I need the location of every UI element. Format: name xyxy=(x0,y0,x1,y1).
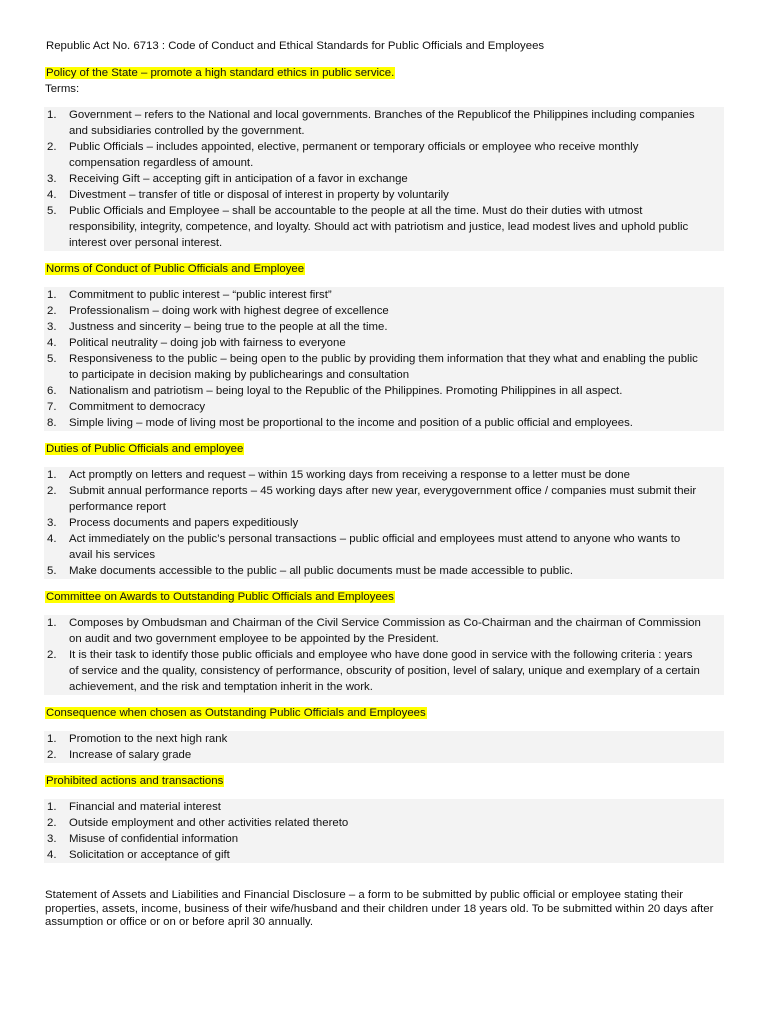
list-item: 3. Justness and sincerity – being true to the people at all the time. xyxy=(47,321,388,333)
list-item-text: Submit annual performance reports – 45 working days after new year, everygovernment office / companies must submit their performance report xyxy=(69,485,697,513)
section-heading-text: Committee on Awards to Outstanding Public Officials and Employees xyxy=(46,591,394,603)
section-heading-duties xyxy=(45,441,724,457)
list-item: 8. Simple living – mode of living most be proportional to the income and position of a public official and employees. xyxy=(47,417,633,429)
section-heading-committee xyxy=(45,589,724,605)
list-item-text: It is their task to identify those public officials and employee who have done good in service with the following criteria : years of service and the quality, consistency of performance, obscurity of position, level of salary, unique and exemplary of a certain achievement, and the risk and temptation inherit in the work. xyxy=(69,649,700,693)
policy-highlight: Policy of the State – promote a high standard ethics in public service. xyxy=(46,67,395,79)
consequence-list xyxy=(44,731,724,763)
document-title: Republic Act No. 6713 : Code of Conduct and Ethical Standards for Public Officials and Employees xyxy=(46,40,545,52)
duties-list xyxy=(44,467,724,579)
list-item: 1. Commitment to public interest – “public interest first” xyxy=(47,289,332,301)
list-item-text: Professionalism – doing work with highest degree of excellence xyxy=(69,305,389,317)
list-item: 6. Nationalism and patriotism – being loyal to the Republic of the Philippines. Promoting Philippines in all aspect. xyxy=(47,385,623,397)
list-item: 1. Act promptly on letters and request – within 15 working days from receiving a response to a letter must be done xyxy=(47,469,630,481)
list-item: 1. Government – refers to the National and local governments. Branches of the Republicof the Philippines including companies and subsidiaries controlled by the government. xyxy=(47,109,695,137)
list-item: 3. Process documents and papers expeditiously xyxy=(47,517,299,529)
list-item-text: Solicitation or acceptance of gift xyxy=(69,849,230,861)
list-item: 2. Professionalism – doing work with highest degree of excellence xyxy=(47,305,389,317)
list-item-text: Act promptly on letters and request – within 15 working days from receiving a response to a letter must be done xyxy=(69,469,630,481)
list-item-text: Nationalism and patriotism – being loyal to the Republic of the Philippines. Promoting Philippines in all aspect. xyxy=(69,385,623,397)
list-item: 1. Promotion to the next high rank xyxy=(47,733,228,745)
terms-label: Terms: xyxy=(45,83,80,95)
list-item-text: Misuse of confidential information xyxy=(69,833,239,845)
list-item-text: Commitment to public interest – “public interest first” xyxy=(69,289,332,301)
list-item: 2. Submit annual performance reports – 45 working days after new year, everygovernment office / companies must submit their performance report xyxy=(47,485,697,513)
list-item: 3. Receiving Gift – accepting gift in anticipation of a favor in exchange xyxy=(47,173,408,185)
policy-statement xyxy=(45,65,724,81)
section-heading-text: Consequence when chosen as Outstanding Public Officials and Employees xyxy=(46,707,426,719)
prohibited-list xyxy=(44,799,724,863)
list-item-text: Political neutrality – doing job with fairness to everyone xyxy=(69,337,346,349)
list-item: 5. Make documents accessible to the public – all public documents must be made accessible to public. xyxy=(47,565,573,577)
list-item: 2. Outside employment and other activities related thereto xyxy=(47,817,349,829)
section-heading-text: Duties of Public Officials and employee xyxy=(46,443,244,455)
list-item-text: Financial and material interest xyxy=(69,801,221,813)
list-item-text: Make documents accessible to the public – all public documents must be made accessible to public. xyxy=(69,565,573,577)
list-item: 2. Increase of salary grade xyxy=(47,749,192,761)
list-item-text: Justness and sincerity – being true to the people at all the time. xyxy=(69,321,388,333)
list-item: 3. Misuse of confidential information xyxy=(47,833,239,845)
list-item-text: Outside employment and other activities related thereto xyxy=(69,817,349,829)
list-item-text: Process documents and papers expeditiously xyxy=(69,517,299,529)
norms-list xyxy=(44,287,724,431)
list-item: 7. Commitment to democracy xyxy=(47,401,206,413)
list-item: 4. Divestment – transfer of title or disposal of interest in property by voluntarily xyxy=(47,189,449,201)
list-item-text: Responsiveness to the public – being open to the public by providing them information that they what and enabling the public to participate in decision making by publichearings and consultation xyxy=(69,353,698,381)
list-item: 1. Composes by Ombudsman and Chairman of the Civil Service Commission as Co-Chairman and the chairman of Commission on audit and two government employee to be appointed by the President. xyxy=(47,617,701,645)
list-item-text: Divestment – transfer of title or disposal of interest in property by voluntarily xyxy=(69,189,449,201)
section-heading-prohibited xyxy=(45,773,724,789)
committee-list xyxy=(44,615,724,695)
list-item-text: Receiving Gift – accepting gift in anticipation of a favor in exchange xyxy=(69,173,408,185)
list-item: 5. Responsiveness to the public – being open to the public by providing them information that they what and enabling the public to participate in decision making by publichearings and consultation xyxy=(47,353,698,381)
terms-list xyxy=(44,107,724,251)
list-item-text: Act immediately on the public’s personal transactions – public official and employees must attend to anyone who wants to avail his services xyxy=(69,533,681,561)
list-item: 2. It is their task to identify those public officials and employee who have done good in service with the following criteria : years of service and the quality, consistency of performance, obscurity of position, level of salary, unique and exemplary of a certain achievement, and the risk and temptation inherit in the work. xyxy=(47,649,700,693)
section-heading-consequence xyxy=(45,705,724,721)
saln-paragraph: Statement of Assets and Liabilities and Financial Disclosure – a form to be submitted by public official or employee stating their properties, assets, income, business of their wife/husband and their children under 18 years old. To be submitted within 20 days after assumption or office or on or before april 30 annually. xyxy=(45,889,714,928)
list-item-text: Simple living – mode of living most be proportional to the income and position of a public official and employees. xyxy=(69,417,633,429)
list-item-text: Government – refers to the National and local governments. Branches of the Republicof the Philippines including companies and subsidiaries controlled by the government. xyxy=(69,109,695,137)
list-item-text: Increase of salary grade xyxy=(69,749,192,761)
list-item: 4. Political neutrality – doing job with fairness to everyone xyxy=(47,337,346,349)
section-heading-norms xyxy=(45,261,724,277)
section-heading-text: Norms of Conduct of Public Officials and Employee xyxy=(46,263,305,275)
list-item-text: Public Officials and Employee – shall be accountable to the people at all the time. Must do their duties with utmost responsibility, integrity, competence, and loyalty. Should act with patriotism and justice, lead modest lives and uphold public interest over personal interest. xyxy=(69,205,689,249)
list-item-text: Composes by Ombudsman and Chairman of the Civil Service Commission as Co-Chairman and the chairman of Commission on audit and two government employee to be appointed by the President. xyxy=(69,617,701,645)
list-item: 4. Act immediately on the public’s personal transactions – public official and employees must attend to anyone who wants to avail his services xyxy=(47,533,681,561)
list-item-text: Promotion to the next high rank xyxy=(69,733,228,745)
list-item: 1. Financial and material interest xyxy=(47,801,221,813)
list-item-text: Commitment to democracy xyxy=(69,401,206,413)
list-item: 5. Public Officials and Employee – shall be accountable to the people at all the time. Must do their duties with utmost responsibility, integrity, competence, and loyalty. Should act with patriotism and justice, lead modest lives and uphold public interest over personal interest. xyxy=(47,205,689,249)
list-item-text: Public Officials – includes appointed, elective, permanent or temporary officials or employee who receive monthly compensation regardless of amount. xyxy=(69,141,639,169)
list-item: 4. Solicitation or acceptance of gift xyxy=(47,849,230,861)
list-item: 2. Public Officials – includes appointed, elective, permanent or temporary officials or employee who receive monthly compensation regardless of amount. xyxy=(47,141,639,169)
section-heading-text: Prohibited actions and transactions xyxy=(46,775,224,787)
